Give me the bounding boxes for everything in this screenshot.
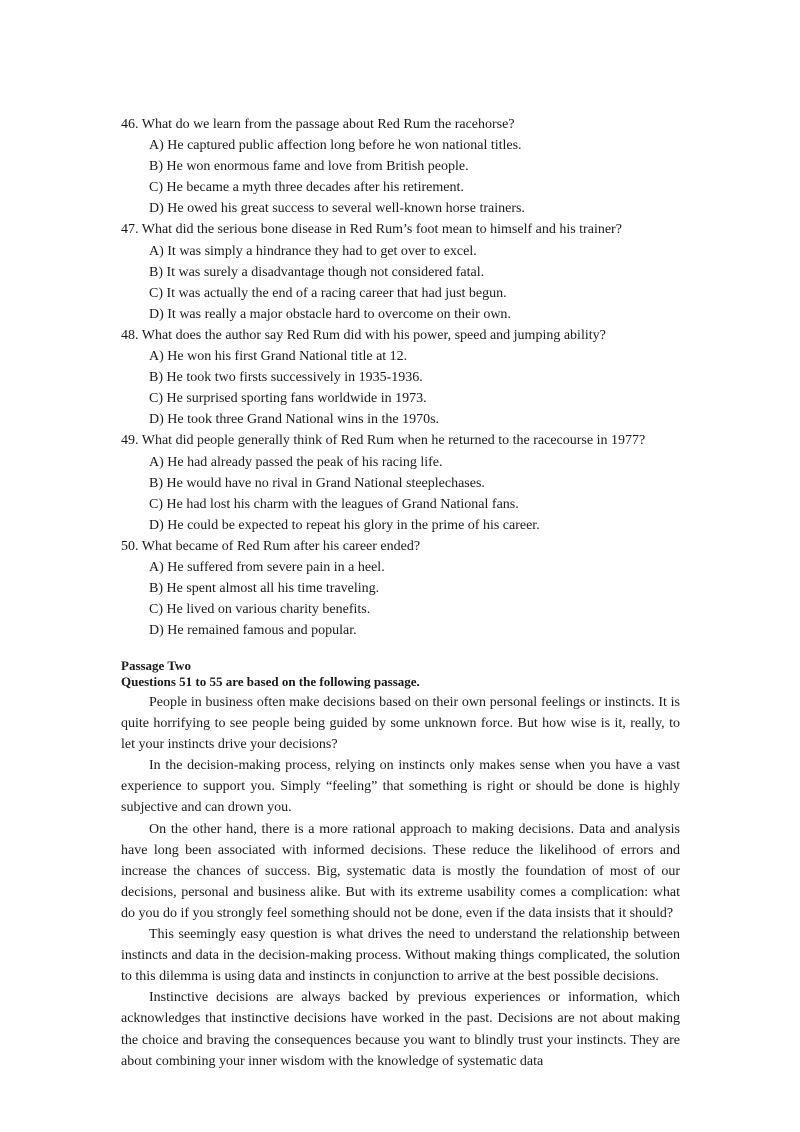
option-d: D) He could be expected to repeat his glory in the prime of his career. xyxy=(149,517,540,533)
option-c: C) He had lost his charm with the leagues of Grand National fans. xyxy=(149,496,519,512)
passage-title: Passage Two xyxy=(121,658,191,673)
question-48 xyxy=(121,325,681,430)
option-c: C) He surprised sporting fans worldwide in 1973. xyxy=(149,391,427,407)
question-50 xyxy=(121,536,681,641)
question-47 xyxy=(121,219,681,324)
passage-two xyxy=(121,658,680,1072)
question-stem: 49. What did people generally think of Red Rum when he returned to the racecourse in 1977? xyxy=(121,433,646,449)
option-b: B) It was surely a disadvantage though not considered fatal. xyxy=(149,264,485,280)
question-stem: 47. What did the serious bone disease in Red Rum’s foot mean to himself and his trainer? xyxy=(121,222,622,238)
option-b: B) He took two firsts successively in 1935-1936. xyxy=(149,370,423,386)
question-list xyxy=(121,114,681,641)
question-stem: 48. What does the author say Red Rum did with his power, speed and jumping ability? xyxy=(121,327,606,343)
option-d: D) He owed his great success to several well-known horse trainers. xyxy=(149,201,525,217)
question-49 xyxy=(121,430,681,535)
passage-paragraph: This seemingly easy question is what drives the need to understand the relationship between instincts and data in the decision-making process. Without making things complicated, the solution to this dilemma is using data and instincts in conjunction to arrive at the best possible decisions. xyxy=(121,927,680,985)
option-d: D) He took three Grand National wins in the 1970s. xyxy=(149,412,440,428)
passage-paragraph: On the other hand, there is a more rational approach to making decisions. Data and analysis have long been associated with informed decisions. These reduce the likelihood of errors and increase the chances of success. Big, systematic data is mostly the foundation of most of our decisions, personal and business alike. But with its extreme usability comes a complication: what do you do if you strongly feel something should not be done, even if the data insists that it should? xyxy=(121,821,680,921)
option-a: A) He suffered from severe pain in a heel. xyxy=(149,559,385,575)
option-a: A) He captured public affection long before he won national titles. xyxy=(149,138,522,154)
question-46 xyxy=(121,114,681,219)
option-a: A) He won his first Grand National title at 12. xyxy=(149,349,408,365)
option-b: B) He won enormous fame and love from British people. xyxy=(149,159,469,175)
passage-paragraph: In the decision-making process, relying on instincts only makes sense when you have a vast experience to support you. Simply “feeling” that something is right or should be done is highly subjective and can drown you. xyxy=(121,758,680,816)
option-c: C) It was actually the end of a racing career that had just begun. xyxy=(149,285,507,301)
option-b: B) He would have no rival in Grand National steeplechases. xyxy=(149,475,485,491)
option-d: D) It was really a major obstacle hard to overcome on their own. xyxy=(149,306,511,322)
question-stem: 50. What became of Red Rum after his career ended? xyxy=(121,538,421,554)
option-b: B) He spent almost all his time traveling. xyxy=(149,581,380,597)
option-d: D) He remained famous and popular. xyxy=(149,623,357,639)
option-c: C) He became a myth three decades after his retirement. xyxy=(149,180,464,196)
option-a: A) It was simply a hindrance they had to get over to excel. xyxy=(149,243,477,259)
option-a: A) He had already passed the peak of his racing life. xyxy=(149,454,443,470)
passage-paragraph: Instinctive decisions are always backed by previous experiences or information, which acknowledges that instinctive decisions have worked in the past. Decisions are not about making the choice and braving the consequences because you want to blindly trust your instincts. They are about combining your inner wisdom with the knowledge of systematic data xyxy=(121,990,680,1069)
passage-paragraph: People in business often make decisions based on their own personal feelings or instincts. It is quite horrifying to see people being guided by some unknown force. But how wise is it, really, to let your instincts drive your decisions? xyxy=(121,695,680,753)
option-c: C) He lived on various charity benefits. xyxy=(149,602,371,618)
passage-instructions: Questions 51 to 55 are based on the following passage. xyxy=(121,674,420,689)
question-stem: 46. What do we learn from the passage about Red Rum the racehorse? xyxy=(121,117,515,132)
